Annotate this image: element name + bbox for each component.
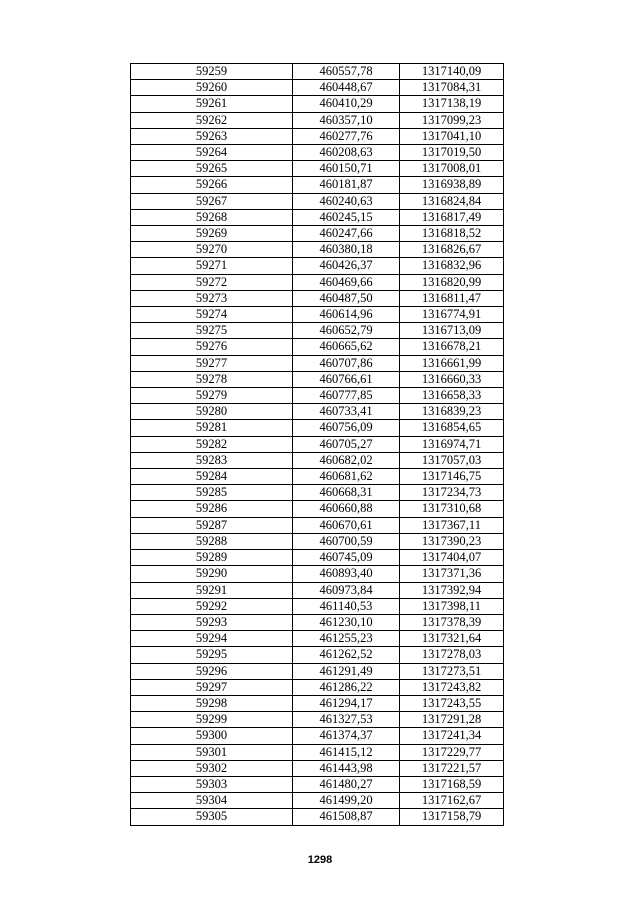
point-id-cell: 59281	[131, 420, 293, 436]
table-row	[131, 323, 504, 339]
point-id-cell: 59268	[131, 209, 293, 225]
x-coordinate-cell: 461508,87	[293, 809, 400, 825]
x-coordinate-cell: 460756,09	[293, 420, 400, 436]
table-row	[131, 793, 504, 809]
table-row	[131, 436, 504, 452]
x-coordinate-cell: 460245,15	[293, 209, 400, 225]
table-row	[131, 485, 504, 501]
point-id-cell: 59305	[131, 809, 293, 825]
table-row	[131, 776, 504, 792]
y-coordinate-cell: 1316818,52	[400, 226, 504, 242]
table-row	[131, 469, 504, 485]
table-row	[131, 96, 504, 112]
y-coordinate-cell: 1317234,73	[400, 485, 504, 501]
y-coordinate-cell: 1317084,31	[400, 80, 504, 96]
point-id-cell: 59286	[131, 501, 293, 517]
point-id-cell: 59297	[131, 679, 293, 695]
y-coordinate-cell: 1316713,09	[400, 323, 504, 339]
x-coordinate-cell: 460247,66	[293, 226, 400, 242]
x-coordinate-cell: 460652,79	[293, 323, 400, 339]
table-row	[131, 355, 504, 371]
point-id-cell: 59276	[131, 339, 293, 355]
y-coordinate-cell: 1317243,82	[400, 679, 504, 695]
y-coordinate-cell: 1317310,68	[400, 501, 504, 517]
y-coordinate-cell: 1316824,84	[400, 193, 504, 209]
table-row	[131, 242, 504, 258]
point-id-cell: 59278	[131, 371, 293, 387]
x-coordinate-cell: 460557,78	[293, 64, 400, 80]
x-coordinate-cell: 461140,53	[293, 598, 400, 614]
table-row	[131, 566, 504, 582]
x-coordinate-cell: 460665,62	[293, 339, 400, 355]
table-row	[131, 388, 504, 404]
point-id-cell: 59279	[131, 388, 293, 404]
table-row	[131, 307, 504, 323]
y-coordinate-cell: 1316820,99	[400, 274, 504, 290]
y-coordinate-cell: 1317241,34	[400, 728, 504, 744]
table-row	[131, 161, 504, 177]
y-coordinate-cell: 1317371,36	[400, 566, 504, 582]
table-row	[131, 501, 504, 517]
y-coordinate-cell: 1317099,23	[400, 112, 504, 128]
point-id-cell: 59299	[131, 712, 293, 728]
x-coordinate-cell: 461480,27	[293, 776, 400, 792]
x-coordinate-cell: 460668,31	[293, 485, 400, 501]
y-coordinate-cell: 1316974,71	[400, 436, 504, 452]
y-coordinate-cell: 1317146,75	[400, 469, 504, 485]
y-coordinate-cell: 1317221,57	[400, 760, 504, 776]
y-coordinate-cell: 1317378,39	[400, 614, 504, 630]
point-id-cell: 59267	[131, 193, 293, 209]
point-id-cell: 59260	[131, 80, 293, 96]
point-id-cell: 59295	[131, 647, 293, 663]
point-id-cell: 59277	[131, 355, 293, 371]
y-coordinate-cell: 1317162,67	[400, 793, 504, 809]
y-coordinate-cell: 1317138,19	[400, 96, 504, 112]
y-coordinate-cell: 1316854,65	[400, 420, 504, 436]
x-coordinate-cell: 460682,02	[293, 452, 400, 468]
x-coordinate-cell: 460208,63	[293, 145, 400, 161]
page-number: 1298	[307, 854, 333, 866]
point-id-cell: 59291	[131, 582, 293, 598]
table-row	[131, 695, 504, 711]
table-row	[131, 371, 504, 387]
y-coordinate-cell: 1317229,77	[400, 744, 504, 760]
table-row	[131, 112, 504, 128]
x-coordinate-cell: 461286,22	[293, 679, 400, 695]
point-id-cell: 59265	[131, 161, 293, 177]
y-coordinate-cell: 1317291,28	[400, 712, 504, 728]
x-coordinate-cell: 460277,76	[293, 128, 400, 144]
x-coordinate-cell: 460448,67	[293, 80, 400, 96]
y-coordinate-cell: 1317273,51	[400, 663, 504, 679]
x-coordinate-cell: 461415,12	[293, 744, 400, 760]
point-id-cell: 59275	[131, 323, 293, 339]
x-coordinate-cell: 460681,62	[293, 469, 400, 485]
x-coordinate-cell: 460240,63	[293, 193, 400, 209]
point-id-cell: 59292	[131, 598, 293, 614]
point-id-cell: 59272	[131, 274, 293, 290]
point-id-cell: 59282	[131, 436, 293, 452]
point-id-cell: 59303	[131, 776, 293, 792]
x-coordinate-cell: 460733,41	[293, 404, 400, 420]
point-id-cell: 59280	[131, 404, 293, 420]
point-id-cell: 59289	[131, 550, 293, 566]
y-coordinate-cell: 1316938,89	[400, 177, 504, 193]
y-coordinate-cell: 1316661,99	[400, 355, 504, 371]
table-row	[131, 290, 504, 306]
table-row	[131, 517, 504, 533]
x-coordinate-cell: 460380,18	[293, 242, 400, 258]
x-coordinate-cell: 460707,86	[293, 355, 400, 371]
y-coordinate-cell: 1317398,11	[400, 598, 504, 614]
table-row	[131, 193, 504, 209]
x-coordinate-cell: 460150,71	[293, 161, 400, 177]
x-coordinate-cell: 460614,96	[293, 307, 400, 323]
y-coordinate-cell: 1317243,55	[400, 695, 504, 711]
x-coordinate-cell: 460181,87	[293, 177, 400, 193]
x-coordinate-cell: 461499,20	[293, 793, 400, 809]
x-coordinate-cell: 461262,52	[293, 647, 400, 663]
y-coordinate-cell: 1316811,47	[400, 290, 504, 306]
point-id-cell: 59301	[131, 744, 293, 760]
point-id-cell: 59302	[131, 760, 293, 776]
table-row	[131, 404, 504, 420]
x-coordinate-cell: 460660,88	[293, 501, 400, 517]
point-id-cell: 59298	[131, 695, 293, 711]
x-coordinate-cell: 460705,27	[293, 436, 400, 452]
y-coordinate-cell: 1316678,21	[400, 339, 504, 355]
table-row	[131, 128, 504, 144]
table-row	[131, 274, 504, 290]
table-row	[131, 533, 504, 549]
table-row	[131, 631, 504, 647]
point-id-cell: 59296	[131, 663, 293, 679]
point-id-cell: 59284	[131, 469, 293, 485]
x-coordinate-cell: 460670,61	[293, 517, 400, 533]
y-coordinate-cell: 1316660,33	[400, 371, 504, 387]
x-coordinate-cell: 460487,50	[293, 290, 400, 306]
table-row	[131, 80, 504, 96]
point-id-cell: 59262	[131, 112, 293, 128]
point-id-cell: 59273	[131, 290, 293, 306]
table-row	[131, 420, 504, 436]
table-row	[131, 663, 504, 679]
x-coordinate-cell: 461291,49	[293, 663, 400, 679]
table-row	[131, 744, 504, 760]
point-id-cell: 59294	[131, 631, 293, 647]
table-row	[131, 64, 504, 80]
x-coordinate-cell: 461230,10	[293, 614, 400, 630]
y-coordinate-cell: 1317041,10	[400, 128, 504, 144]
y-coordinate-cell: 1316774,91	[400, 307, 504, 323]
y-coordinate-cell: 1317140,09	[400, 64, 504, 80]
x-coordinate-cell: 460973,84	[293, 582, 400, 598]
y-coordinate-cell: 1317392,94	[400, 582, 504, 598]
point-id-cell: 59263	[131, 128, 293, 144]
point-id-cell: 59259	[131, 64, 293, 80]
table-row	[131, 598, 504, 614]
point-id-cell: 59283	[131, 452, 293, 468]
table-row	[131, 226, 504, 242]
y-coordinate-cell: 1317168,59	[400, 776, 504, 792]
x-coordinate-cell: 460469,66	[293, 274, 400, 290]
y-coordinate-cell: 1317008,01	[400, 161, 504, 177]
y-coordinate-cell: 1317278,03	[400, 647, 504, 663]
point-id-cell: 59271	[131, 258, 293, 274]
table-row	[131, 550, 504, 566]
point-id-cell: 59270	[131, 242, 293, 258]
table-row	[131, 339, 504, 355]
y-coordinate-cell: 1317321,64	[400, 631, 504, 647]
table-row	[131, 647, 504, 663]
table-row	[131, 145, 504, 161]
table-row	[131, 258, 504, 274]
table-row	[131, 177, 504, 193]
table-row	[131, 712, 504, 728]
x-coordinate-cell: 460700,59	[293, 533, 400, 549]
y-coordinate-cell: 1317367,11	[400, 517, 504, 533]
point-id-cell: 59264	[131, 145, 293, 161]
point-id-cell: 59304	[131, 793, 293, 809]
y-coordinate-cell: 1317404,07	[400, 550, 504, 566]
x-coordinate-cell: 460410,29	[293, 96, 400, 112]
table-row	[131, 679, 504, 695]
coordinates-table	[130, 63, 504, 826]
x-coordinate-cell: 461255,23	[293, 631, 400, 647]
point-id-cell: 59261	[131, 96, 293, 112]
table-row	[131, 452, 504, 468]
point-id-cell: 59300	[131, 728, 293, 744]
point-id-cell: 59266	[131, 177, 293, 193]
x-coordinate-cell: 460357,10	[293, 112, 400, 128]
x-coordinate-cell: 461327,53	[293, 712, 400, 728]
y-coordinate-cell: 1316839,23	[400, 404, 504, 420]
y-coordinate-cell: 1317057,03	[400, 452, 504, 468]
y-coordinate-cell: 1316826,67	[400, 242, 504, 258]
x-coordinate-cell: 460893,40	[293, 566, 400, 582]
y-coordinate-cell: 1316832,96	[400, 258, 504, 274]
point-id-cell: 59287	[131, 517, 293, 533]
table-row	[131, 760, 504, 776]
table-row	[131, 809, 504, 825]
coordinates-table-body	[131, 64, 504, 826]
table-row	[131, 582, 504, 598]
point-id-cell: 59285	[131, 485, 293, 501]
y-coordinate-cell: 1316817,49	[400, 209, 504, 225]
x-coordinate-cell: 460745,09	[293, 550, 400, 566]
y-coordinate-cell: 1317158,79	[400, 809, 504, 825]
y-coordinate-cell: 1317019,50	[400, 145, 504, 161]
x-coordinate-cell: 460426,37	[293, 258, 400, 274]
table-row	[131, 728, 504, 744]
x-coordinate-cell: 461443,98	[293, 760, 400, 776]
x-coordinate-cell: 460777,85	[293, 388, 400, 404]
point-id-cell: 59269	[131, 226, 293, 242]
table-row	[131, 209, 504, 225]
x-coordinate-cell: 460766,61	[293, 371, 400, 387]
point-id-cell: 59288	[131, 533, 293, 549]
x-coordinate-cell: 461294,17	[293, 695, 400, 711]
y-coordinate-cell: 1317390,23	[400, 533, 504, 549]
point-id-cell: 59290	[131, 566, 293, 582]
x-coordinate-cell: 461374,37	[293, 728, 400, 744]
point-id-cell: 59274	[131, 307, 293, 323]
y-coordinate-cell: 1316658,33	[400, 388, 504, 404]
table-row	[131, 614, 504, 630]
point-id-cell: 59293	[131, 614, 293, 630]
